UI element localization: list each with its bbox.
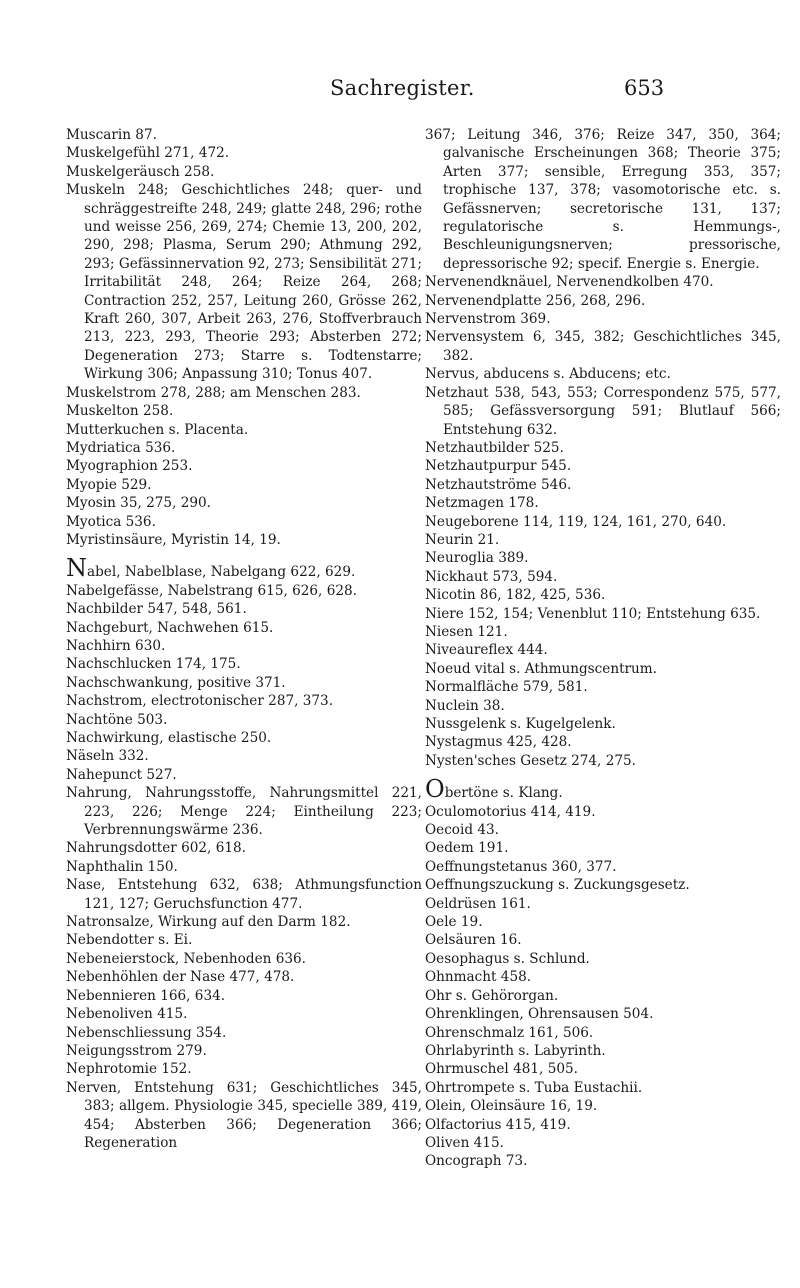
- index-entry: Nachtöne 503.: [66, 711, 168, 728]
- index-entry: Oculomotorius 414, 419.: [425, 803, 596, 820]
- index-entry: Nebendotter s. Ei.: [66, 932, 193, 949]
- index-entry: Ohr s. Gehörorgan.: [425, 987, 559, 1004]
- index-entry: Olein, Oleinsäure 16, 19.: [425, 1098, 598, 1115]
- index-entry: Netzhautströme 546.: [425, 476, 572, 493]
- index-entry: Niveaureflex 444.: [425, 642, 548, 659]
- index-entry: Nachbilder 547, 548, 561.: [66, 601, 247, 618]
- index-entry: Oncograph 73.: [425, 1153, 528, 1170]
- index-entry: Nachhirn 630.: [66, 637, 166, 654]
- index-entry: Neugeborene 114, 119, 124, 161, 270, 640.: [425, 513, 727, 530]
- index-entry: Myotica 536.: [66, 513, 156, 530]
- index-entry: Neuroglia 389.: [425, 550, 529, 567]
- index-entry: Nuclein 38.: [425, 697, 505, 714]
- index-entry: Nussgelenk s. Kugelgelenk.: [425, 716, 616, 732]
- index-entry: Nystagmus 425, 428.: [425, 734, 572, 751]
- index-entry: Netzhautbilder 525.: [425, 439, 564, 456]
- index-entry: Oele 19.: [425, 914, 483, 931]
- index-entry: Ohrmuschel 481, 505.: [425, 1061, 578, 1078]
- index-entry: Oedem 191.: [425, 840, 509, 857]
- index-entry: Nachwirkung, elastische 250.: [66, 730, 272, 746]
- section-initial: N: [66, 554, 87, 583]
- index-entry: Myographion 253.: [66, 458, 193, 475]
- index-entry: Netzhautpurpur 545.: [425, 458, 572, 475]
- index-entry: Nahrung, Nahrungsstoffe, Nahrungsmittel 221, 223, 226; Menge 224; Eintheilung 223; Verbrennungswärme 236.: [66, 785, 422, 839]
- index-entry: Natronsalze, Wirkung auf den Darm 182.: [66, 914, 351, 931]
- index-entry: Nicotin 86, 182, 425, 536.: [425, 587, 606, 604]
- index-entry: Oesophagus s. Schlund.: [425, 950, 590, 967]
- index-entry: Ohnmacht 458.: [425, 969, 532, 986]
- index-entry: Myosin 35, 275, 290.: [66, 495, 211, 512]
- index-entry: Mydriatica 536.: [66, 439, 176, 456]
- index-entry: Ohrlabyrinth s. Labyrinth.: [425, 1042, 606, 1059]
- index-entry: Oliven 415.: [425, 1134, 504, 1151]
- index-entry: Muskelstrom 278, 288; am Menschen 283.: [66, 384, 361, 401]
- index-entry: [66, 554, 422, 583]
- index-entry: Noeud vital s. Athmungscentrum.: [425, 660, 657, 677]
- page-number: 653: [624, 76, 665, 100]
- index-column-right: [425, 126, 781, 1171]
- index-entry: Oelsäuren 16.: [425, 932, 522, 949]
- index-entry: Muskelgeräusch 258.: [66, 163, 215, 180]
- index-entry: Nachschwankung, positive 371.: [66, 674, 286, 691]
- index-entry: Neigungsstrom 279.: [66, 1042, 207, 1059]
- index-entry: Nebenoliven 415.: [66, 1006, 188, 1023]
- index-entry: Nervenendplatte 256, 268, 296.: [425, 292, 646, 309]
- index-entry: Nervenstrom 369.: [425, 311, 551, 328]
- index-entry-text: abel, Nabelblase, Nabelgang 622, 629.: [87, 564, 356, 581]
- index-entry: Mutterkuchen s. Placenta.: [66, 421, 249, 438]
- index-column-left: [66, 126, 422, 1152]
- index-entry: Normalfläche 579, 581.: [425, 679, 588, 696]
- index-entry: Oeffnungstetanus 360, 377.: [425, 858, 617, 875]
- index-entry: Myopie 529.: [66, 476, 152, 493]
- index-entry: Nebeneierstock, Nebenhoden 636.: [66, 950, 306, 967]
- index-entry: Nickhaut 573, 594.: [425, 568, 558, 585]
- index-entry: 367; Leitung 346, 376; Reize 347, 350, 364; galvanische Erscheinungen 368; Theorie 375; Arten 377; sensible, Erregung 353, 357; trophische 137, 378; vasomotorische etc. s. Gefässnerven; secretorische 131, 137; regulatorische s. Hemmungs-, Beschleunigungsnerven; pressorische, depressorische 92; specif. Energie s. Energie.: [425, 127, 781, 272]
- index-entry: Niesen 121.: [425, 623, 508, 640]
- index-entry: Niere 152, 154; Venenblut 110; Entstehung 635.: [425, 605, 761, 622]
- index-entry: Oeldrüsen 161.: [425, 895, 531, 912]
- index-entry: Myristinsäure, Myristin 14, 19.: [66, 531, 281, 548]
- index-entry: Oecoid 43.: [425, 822, 499, 839]
- index-entry: Netzmagen 178.: [425, 495, 539, 512]
- index-entry: Ohrtrompete s. Tuba Eustachii.: [425, 1079, 643, 1096]
- index-entry: Näseln 332.: [66, 748, 149, 765]
- index-entry: Netzhaut 538, 543, 553; Correspondenz 575, 577, 585; Gefässversorgung 591; Blutlauf 566; Entstehung 632.: [425, 384, 781, 438]
- index-entry: Nahrungsdotter 602, 618.: [66, 840, 246, 857]
- index-entry-text: bertöne s. Klang.: [444, 785, 563, 802]
- index-entry: Nerven, Entstehung 631; Geschichtliches 345, 383; allgem. Physiologie 345, specielle 389, 419, 454; Absterben 366; Degeneration 366; Regeneration: [66, 1079, 422, 1151]
- index-entry: Nahepunct 527.: [66, 766, 177, 783]
- index-entry: Nephrotomie 152.: [66, 1061, 192, 1078]
- index-entry: Nabelgefässe, Nabelstrang 615, 626, 628.: [66, 582, 357, 599]
- index-entry: Nebennieren 166, 634.: [66, 987, 226, 1004]
- index-entry: Ohrenschmalz 161, 506.: [425, 1024, 594, 1041]
- page-title: Sachregister.: [330, 76, 475, 100]
- index-entry: Nebenhöhlen der Nase 477, 478.: [66, 969, 295, 986]
- index-entry: Nebenschliessung 354.: [66, 1024, 227, 1041]
- index-entry: Nysten'sches Gesetz 274, 275.: [425, 752, 636, 769]
- index-entry: Nervensystem 6, 345, 382; Geschichtliches 345, 382.: [425, 329, 781, 364]
- index-entry: Nachstrom, electrotonischer 287, 373.: [66, 693, 334, 710]
- index-entry: Nachgeburt, Nachwehen 615.: [66, 619, 274, 636]
- index-entry: Nachschlucken 174, 175.: [66, 656, 241, 673]
- index-entry: Muscarin 87.: [66, 127, 157, 143]
- index-entry: Naphthalin 150.: [66, 858, 178, 875]
- index-entry: Muskelgefühl 271, 472.: [66, 145, 230, 162]
- index-entry: Muskeln 248; Geschichtliches 248; quer- und schräggestreifte 248, 249; glatte 248, 296; rothe und weisse 256, 269, 274; Chemie 13, 200, 202, 290, 298; Plasma, Serum 290; Athmung 292, 293; Gefässinnervation 92, 273; Sensibilität 271; Irritabilität 248, 264; Reize 264, 268; Contraction 252, 257, Leitung 260, Grösse 262, Kraft 260, 307, Arbeit 263, 276, Stoffverbrauch 213, 223, 293, Theorie 293; Absterben 272; Degeneration 273; Starre s. Todtenstarre; Wirkung 306; Anpassung 310; Tonus 407.: [66, 182, 422, 383]
- index-entry: [425, 775, 781, 804]
- index-entry: Neurin 21.: [425, 531, 500, 548]
- index-entry: Olfactorius 415, 419.: [425, 1116, 571, 1133]
- index-entry: Ohrenklingen, Ohrensausen 504.: [425, 1006, 654, 1023]
- page-header: [0, 74, 800, 106]
- index-entry: Oeffnungszuckung s. Zuckungsgesetz.: [425, 877, 690, 894]
- index-entry: Nase, Entstehung 632, 638; Athmungsfunction 121, 127; Geruchsfunction 477.: [66, 877, 422, 912]
- index-entry: Nervenendknäuel, Nervenendkolben 470.: [425, 274, 714, 291]
- section-initial: O: [425, 775, 445, 804]
- index-entry: Nervus, abducens s. Abducens; etc.: [425, 366, 671, 383]
- index-entry: Muskelton 258.: [66, 403, 174, 420]
